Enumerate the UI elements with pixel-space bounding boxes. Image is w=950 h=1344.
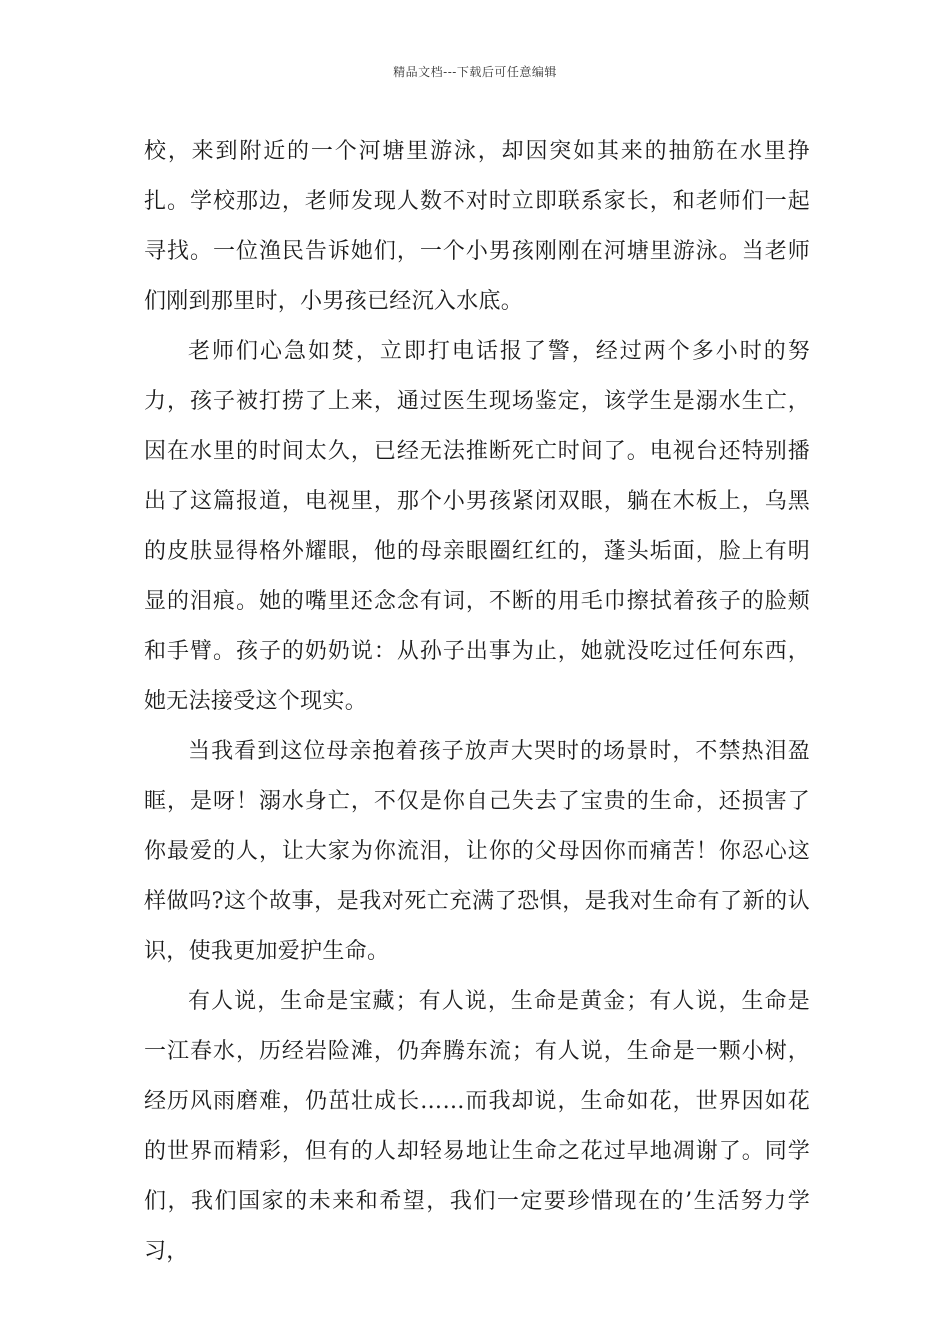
paragraph-2: 老师们心急如焚，立即打电话报了警，经过两个多小时的努力，孩子被打捞了上来，通过医生现场鉴定，该学生是溺水生亡，因在水里的时间太久，已经无法推断死亡时间了。电视台还特别播出了这篇报道，电视里，那个小男孩紧闭双眼，躺在木板上，乌黑的皮肤显得格外耀眼，他的母亲眼圈红红的，蓬头垢面，脸上有明显的泪痕。她的嘴里还念念有词，不断的用毛巾擦拭着孩子的脸颊和手臂。孩子的奶奶说：从孙子出事为止，她就没吃过任何东西，她无法接受这个现实。 bbox=[144, 339, 810, 714]
paragraph-3: 当我看到这位母亲抱着孩子放声大哭时的场景时，不禁热泪盈眶，是呀！溺水身亡，不仅是你自己失去了宝贵的生命，还损害了你最爱的人，让大家为你流泪，让你的父母因你而痛苦！你忍心这样做吗?这个故事，是我对死亡充满了恐惧，是我对生命有了新的认识，使我更加爱护生命。 bbox=[144, 739, 810, 964]
paragraph-1: 校，来到附近的一个河塘里游泳，却因突如其来的抽筋在水里挣扎。学校那边，老师发现人数不对时立即联系家长，和老师们一起寻找。一位渔民告诉她们，一个小男孩刚刚在河塘里游泳。当老师们刚到那里时，小男孩已经沉入水底。 bbox=[144, 139, 810, 314]
document-body bbox=[144, 127, 810, 1277]
paragraph-4: 有人说，生命是宝藏；有人说，生命是黄金；有人说，生命是一江春水，历经岩险滩，仍奔腾东流；有人说，生命是一颗小树，经历风雨磨难，仍茁壮成长……而我却说，生命如花，世界因如花的世界而精彩，但有的人却轻易地让生命之花过早地凋谢了。同学们，我们国家的未来和希望，我们一定要珍惜现在的’生活努力学习， bbox=[144, 989, 810, 1264]
page-header: 精品文档---下载后可任意编辑 bbox=[393, 65, 557, 79]
